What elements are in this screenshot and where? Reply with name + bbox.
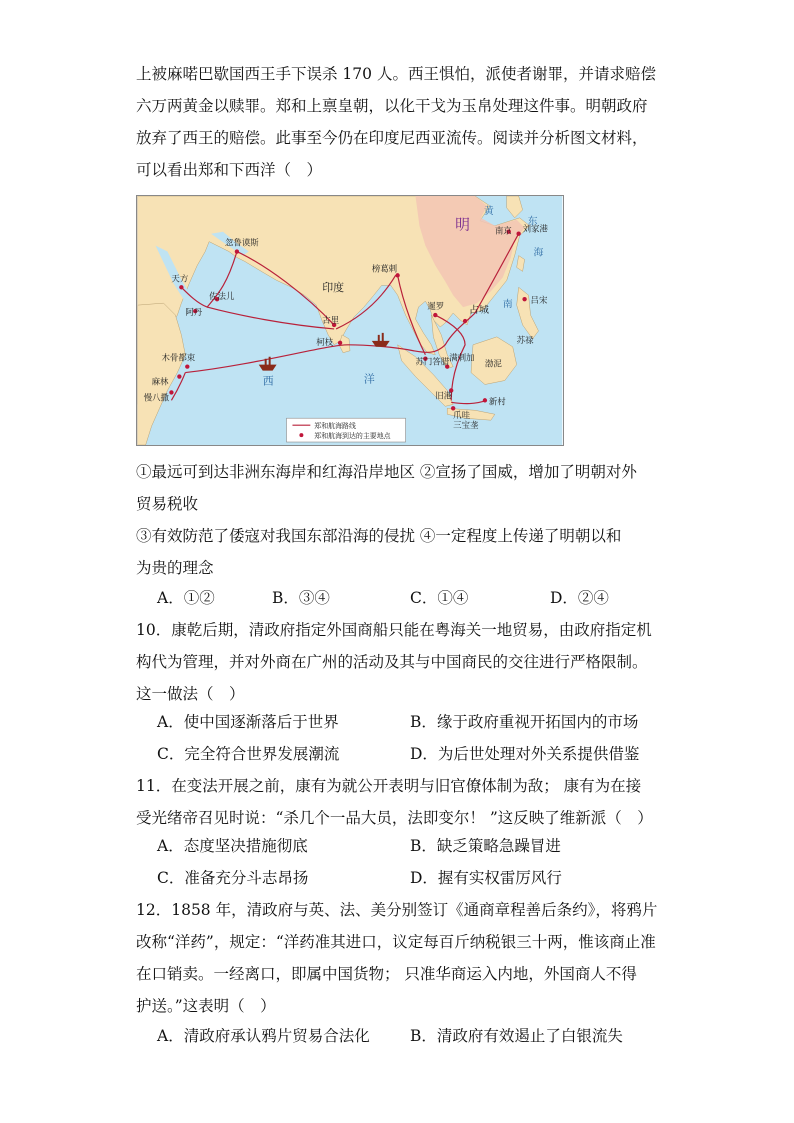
map-label-nanhai: 南: [502, 299, 513, 311]
point-xincun: [483, 398, 487, 402]
map-label-boni: 渤泥: [484, 358, 502, 369]
q9-option-c: C．①④: [410, 589, 469, 607]
map-label-guli: 古里: [322, 314, 340, 325]
zheng-he-voyage-map: [136, 195, 564, 446]
map-label-adan: 阿丹: [185, 307, 203, 318]
legend-route-label: 郑和航海路线: [314, 422, 356, 431]
q12-option-b: B．清政府有效遏止了白银流失: [410, 1027, 623, 1045]
map-label-ming: 明: [455, 215, 471, 234]
map-label-hulumosi: 忽鲁谟斯: [225, 237, 259, 248]
intro-line-2: 六万两黄金以赎罪。郑和上禀皇朝，以化干戈为玉帛处理这件事。明朝政府: [136, 97, 648, 115]
point-mugudushu: [185, 364, 189, 368]
legend-point-swatch: [299, 433, 303, 437]
map-label-yang: 洋: [363, 372, 375, 386]
map-label-malin: 麻林: [151, 376, 169, 387]
map-label-tianfang: 天方: [171, 273, 189, 284]
intro-line-1: 上被麻喏巴歇国西王手下误杀 170 人。西王惧怕，派使者谢罪，并请求赔偿: [136, 65, 656, 83]
q10-stem-line-2: 构代为管理，并对外商在广州的活动及其与中国商民的交往进行严格限制。: [136, 653, 648, 671]
q9-option-d: D．②④: [550, 589, 609, 607]
map-label-sulu: 苏禄: [516, 334, 534, 345]
q9-choice-line-1: ①最远可到达非洲东海岸和红海沿岸地区 ②宣扬了国威，增加了明朝对外: [136, 463, 637, 481]
map-label-lvsong: 吕宋: [530, 295, 548, 306]
q10-option-a: A．使中国逐渐落后于世界: [157, 713, 339, 731]
map-label-nanjing: 南京: [494, 225, 512, 236]
map-label-zuofaer: 佐法儿: [209, 291, 235, 302]
map-label-yindu: 印度: [322, 281, 345, 295]
q12-stem-line-3: 在口销卖。一经离口，即属中国货物； 只准华商运入内地，外国商人不得: [136, 965, 637, 983]
point-kezhi: [338, 341, 342, 345]
point-tianfang: [179, 285, 183, 289]
q10-stem-line-1: 10．康乾后期，清政府指定外国商船只能在粤海关一地贸易，由政府指定机: [136, 621, 652, 639]
q9-choice-line-4: 为贵的理念: [136, 559, 214, 577]
q10-option-c: C．完全符合世界发展潮流: [157, 745, 340, 763]
map-label-sumendala: 苏门答腊: [415, 356, 450, 367]
map-label-donghai: 东: [527, 215, 538, 227]
map-label-manbasa: 慢八撒: [143, 392, 169, 403]
legend-place-label: 郑和航海到达的主要地点: [314, 432, 391, 441]
q11-option-b: B．缺乏策略急躁冒进: [410, 837, 561, 855]
point-xianluo: [433, 313, 437, 317]
q10-stem-line-3: 这一做法（ ）: [136, 685, 245, 703]
q10-option-b: B．缘于政府重视开拓国内的市场: [410, 713, 639, 731]
map-label-huanghai: 黄: [483, 205, 494, 217]
point-bangela: [395, 273, 399, 277]
q9-option-a: A．①②: [157, 589, 215, 607]
point-hulumosi: [235, 249, 239, 253]
map-label-xincun: 新村: [488, 396, 506, 407]
map-label-manlajia: 满剌加: [449, 352, 475, 363]
q12-stem-line-4: 护送。”这表明（ ）: [136, 997, 276, 1015]
map-label-zhaowa: 爪哇: [453, 410, 471, 421]
map-label-zhancheng: 占城: [469, 305, 489, 317]
map-label-jiugang: 旧港: [435, 390, 453, 401]
q9-choice-line-3: ③有效防范了倭寇对我国东部沿海的侵扰 ④一定程度上传递了明朝以和: [136, 527, 622, 545]
q11-option-c: C．准备充分斗志昂扬: [157, 869, 309, 887]
q12-stem-line-1: 12．1858 年，清政府与英、法、美分别签订《通商章程善后条约》，将鸦片: [136, 901, 658, 919]
q9-option-b: B．③④: [272, 589, 330, 607]
map-label-kezhi: 柯枝: [316, 336, 334, 347]
map-label-sanbaolong: 三宝垄: [453, 420, 479, 431]
q12-option-a: A．清政府承认鸦片贸易合法化: [157, 1027, 370, 1045]
map-label-liujiagang: 刘家港: [522, 223, 548, 234]
point-lvsong: [522, 297, 526, 301]
q11-stem-line-1: 11．在变法开展之前，康有为就公开表明与旧官僚体制为敌； 康有为在接: [136, 777, 642, 795]
point-liujiagang: [516, 232, 520, 236]
q11-option-d: D．握有实权雷厉风行: [410, 869, 562, 887]
q9-choice-line-2: 贸易税收: [136, 495, 199, 513]
point-malin: [177, 374, 181, 378]
q11-stem-line-2: 受光绪帝召见时说：“杀几个一品大员，法即变尔！ ”这反映了维新派（ ）: [136, 809, 653, 827]
map-label-hai: 海: [533, 247, 544, 259]
map-legend: [287, 418, 406, 442]
q12-stem-line-2: 改称“洋药”，规定：“洋药准其进口，议定每百斤纳税银三十两，惟该商止准: [136, 933, 656, 951]
map-label-xianluo: 暹罗: [427, 301, 445, 312]
q10-option-d: D．为后世处理对外关系提供借鉴: [410, 745, 640, 763]
map-label-xi: 西: [262, 374, 274, 388]
point-manbasa: [169, 390, 173, 394]
map-label-mugudushu: 木骨都束: [161, 352, 196, 363]
q11-option-a: A．态度坚决措施彻底: [157, 837, 308, 855]
map-label-bangela: 榜葛剌: [371, 263, 398, 274]
intro-line-3: 放弃了西王的赔偿。此事至今仍在印度尼西亚流传。阅读并分析图文材料，: [136, 129, 648, 147]
point-zhancheng: [463, 319, 467, 323]
intro-line-4: 可以看出郑和下西洋（ ）: [136, 161, 323, 179]
